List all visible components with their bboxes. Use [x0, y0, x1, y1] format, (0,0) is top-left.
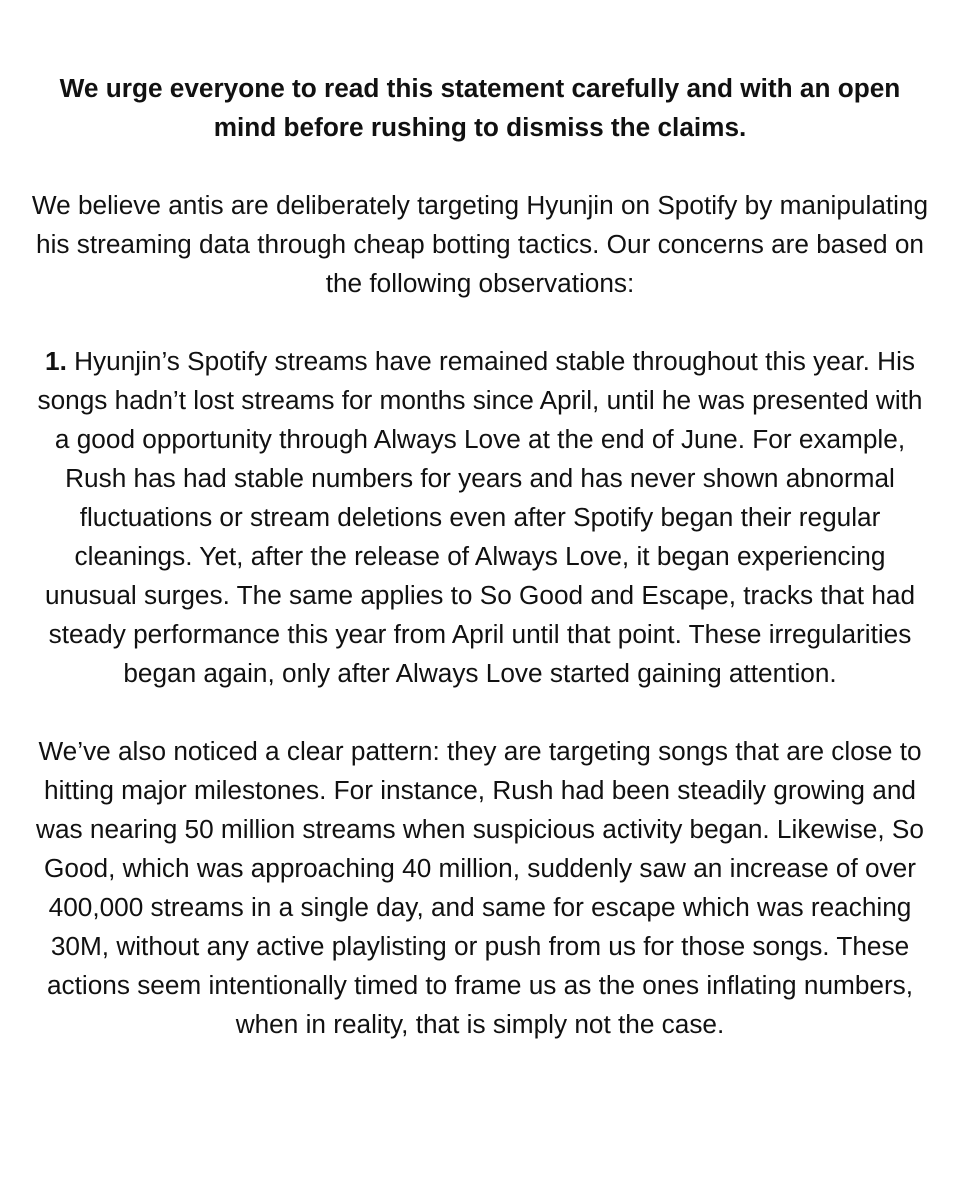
intro-paragraph: We believe antis are deliberately targeting Hyunjin on Spotify by manipulating his streaming data through cheap botting tactics. Our concerns are based on the following observations: — [31, 190, 929, 298]
statement-heading: We urge everyone to read this statement carefully and with an open mind before rushing to dismiss the claims. — [59, 73, 901, 142]
pattern-paragraph: We’ve also noticed a clear pattern: they are targeting songs that are close to hitting major milestones. For instance, Rush had been steadily growing and was nearing 50 million streams when suspicious activity began. Likewise, So Good, which was approaching 40 million, suddenly saw an increase of over 400,000 streams in a single day, and same for escape which was reaching 30M, without any active playlisting or push from us for those songs. These actions seem intentionally timed to frame us as the ones inflating numbers, when in reality, that is simply not the case. — [36, 736, 924, 1039]
statement-document — [30, 69, 930, 1044]
point-1-number: 1. — [45, 346, 67, 376]
point-1-text: Hyunjin’s Spotify streams have remained stable throughout this year. His songs hadn’t lost streams for months since April, until he was presented with a good opportunity through Always Love at the end of June. For example, Rush has had stable numbers for years and has never shown abnormal fluctuations or stream deletions even after Spotify began their regular cleanings. Yet, after the release of Always Love, it began experiencing unusual surges. The same applies to So Good and Escape, tracks that had steady performance this year from April until that point. These irregularities began again, only after Always Love started gaining attention. — [37, 346, 923, 688]
point-1-paragraph — [30, 342, 930, 693]
